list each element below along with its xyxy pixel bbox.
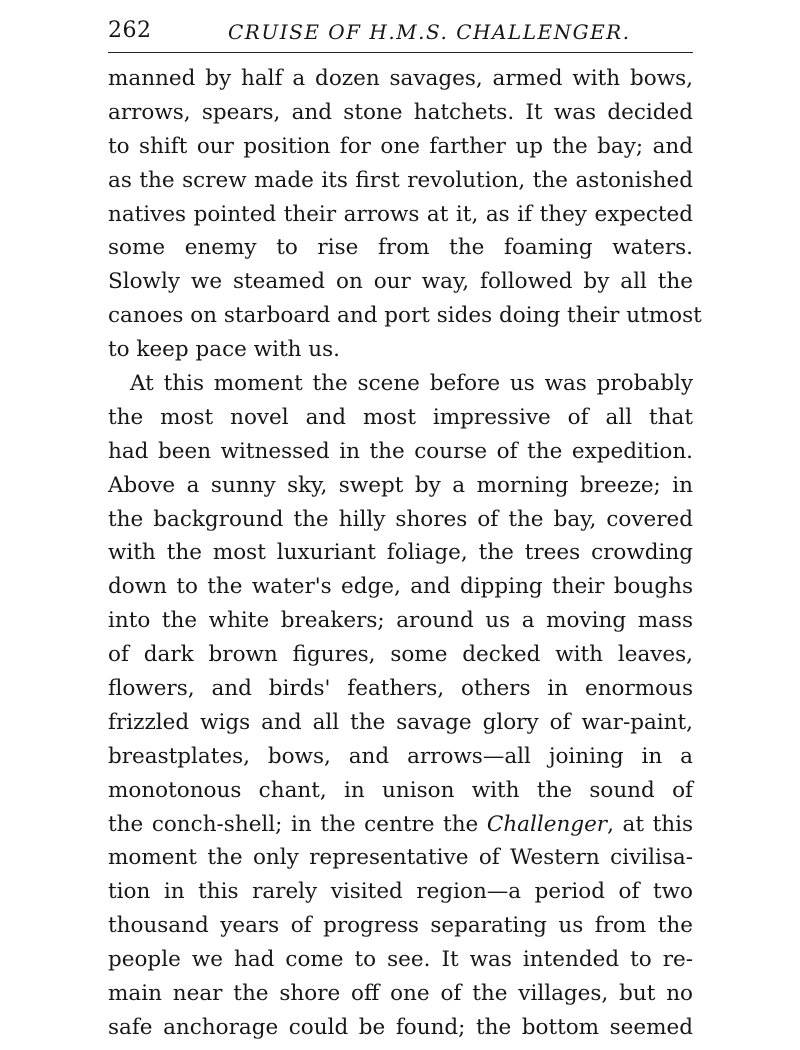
text-line: monotonous chant, in unison with the sound of: [108, 777, 693, 803]
text-line: manned by half a dozen savages, armed with bows,: [108, 66, 693, 91]
text-line: as the screw made its first revolution, the astonished: [108, 167, 693, 193]
text-line: frizzled wigs and all the savage glory of war-paint,: [108, 709, 693, 735]
text-line: canoes on starboard and port sides doing their utmost: [108, 303, 702, 329]
page-number: 262: [108, 18, 152, 43]
text-line: to shift our position for one farther up the bay; and: [108, 133, 693, 159]
body-text: [108, 62, 702, 1045]
text-line: flowers, and birds' feathers, others in enormous: [108, 676, 693, 702]
text-segment: , at this: [607, 811, 693, 837]
text-line: the most novel and most impressive of all that: [108, 404, 693, 430]
text-line: moment the only representative of Western civilisa-: [108, 845, 693, 871]
text-line: thousand years of progress separating us from the: [108, 913, 693, 939]
text-line: arrows, spears, and stone hatchets. It was decided: [108, 99, 693, 125]
ship-name: Challenger: [486, 811, 608, 837]
text-line: main near the shore off one of the villages, but no: [108, 981, 693, 1007]
running-title: CRUISE OF H.M.S. CHALLENGER.: [228, 20, 631, 44]
text-line: into the white breakers; around us a moving mass: [108, 608, 693, 634]
text-line: down to the water's edge, and dipping their boughs: [108, 574, 693, 600]
text-line: had been witnessed in the course of the expedition.: [108, 438, 693, 464]
text-line: Slowly we steamed on our way, followed by all the: [108, 269, 693, 295]
text-line: natives pointed their arrows at it, as if they expected: [108, 201, 693, 227]
text-line: Above a sunny sky, swept by a morning breeze; in: [108, 472, 693, 498]
text-line: safe anchorage could be found; the bottom seemed: [108, 1014, 693, 1040]
text-line: the background the hilly shores of the bay, covered: [108, 506, 693, 532]
text-line: with the most luxuriant foliage, the trees crowding: [108, 540, 693, 566]
text-segment: the conch-shell; in the centre the: [108, 811, 487, 837]
text-line: to keep pace with us.: [108, 337, 340, 363]
running-head: [108, 14, 693, 52]
text-line: tion in this rarely visited region—a period of two: [108, 879, 693, 905]
text-line: some enemy to rise from the foaming waters.: [108, 235, 693, 261]
text-line: of dark brown figures, some decked with leaves,: [108, 642, 693, 668]
text-line: breastplates, bows, and arrows—all joining in a: [108, 743, 693, 769]
paragraph-first-line: At this moment the scene before us was probably: [130, 371, 693, 397]
text-line: people we had come to see. It was intended to re-: [108, 947, 693, 973]
header-rule: [108, 52, 693, 53]
text-line-with-ship-name: [108, 808, 693, 842]
